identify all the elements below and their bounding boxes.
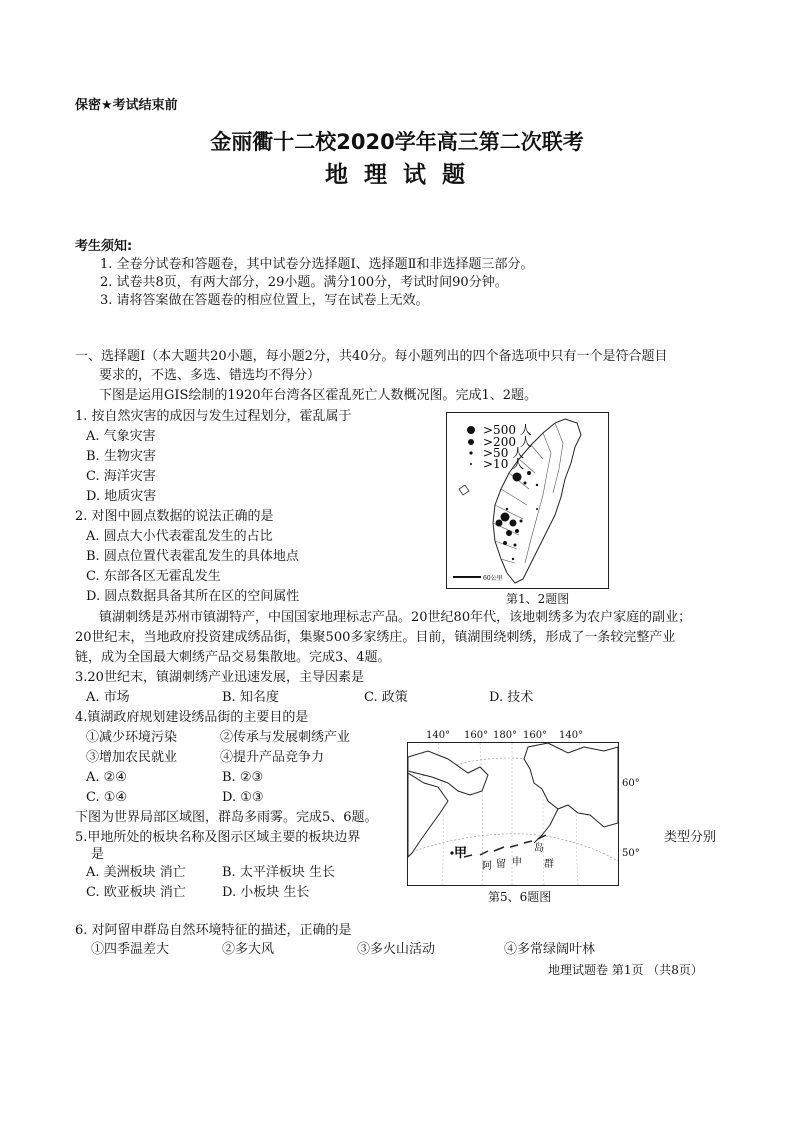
- choice-item: ①减少环境污染: [86, 730, 178, 745]
- option: D. ①③: [222, 790, 264, 805]
- question-stem: 1. 按自然灾害的成因与发生过程划分，霍乱属于: [75, 409, 352, 424]
- choice-item: ②多大风: [222, 942, 275, 957]
- exam-subtitle: 地 理 试 题: [324, 162, 470, 188]
- legend-dot-50: [469, 451, 472, 454]
- island-label: 留: [496, 859, 506, 870]
- passage-text: 链，成为全国最大刺绣产品交易集散地。完成3、4题。: [75, 650, 391, 665]
- option: A. 市场: [86, 690, 130, 705]
- option: C. ①④: [86, 790, 128, 805]
- option: B. 生物灾害: [86, 449, 156, 464]
- scale-label: 60公里: [483, 575, 503, 582]
- question-stem-cont: 是: [91, 847, 105, 862]
- exam-title: 金丽衢十二校2020学年高三第二次联考: [210, 130, 584, 154]
- section-heading: 一、选择题Ⅰ（本大题共20小题，每小题2分，共40分。每小题列出的四个备选项中只有一个是符合题目: [75, 349, 668, 364]
- option: A. ②④: [86, 770, 127, 785]
- legend-label: >200 人: [483, 435, 532, 449]
- passage-text: 镇湖刺绣是苏州市镇湖特产，中国国家地理标志产品。20世纪80年代，该地刺绣多为农户家庭的副业；: [99, 610, 692, 625]
- option: A. 气象灾害: [86, 429, 156, 444]
- legend-dot-10: [470, 463, 472, 465]
- map1-caption: 第1、2题图: [506, 592, 570, 606]
- lat-label: 50°: [622, 848, 640, 859]
- question-stem-cont: 类型分别: [664, 830, 717, 845]
- option: B. 圆点位置代表霍乱发生的具体地点: [86, 549, 299, 564]
- legend-label: >500 人: [483, 423, 532, 437]
- lat-label: 60°: [622, 778, 640, 789]
- aleutian-region-map: [407, 742, 619, 886]
- option: C. 海洋灾害: [86, 469, 156, 484]
- page-footer: 地理试题卷 第1页 （共8页）: [548, 963, 703, 977]
- section-heading-cont: 要求的，不选、多选、错选均不得分）: [99, 368, 321, 383]
- notice-heading: 考生须知:: [75, 239, 133, 254]
- place-label-jia: 甲: [454, 846, 468, 861]
- option: D. 地质灾害: [86, 489, 157, 504]
- legend-dot-500: [467, 426, 475, 434]
- lon-label: 160°: [523, 730, 548, 741]
- option: A. 美洲板块 消亡: [86, 865, 186, 880]
- option: B. 知名度: [222, 690, 279, 705]
- island-label: 群: [544, 859, 554, 870]
- intro-text: 下图为世界局部区域图，群岛多雨雾。完成5、6题。: [75, 810, 378, 825]
- island-label: 阿: [482, 861, 492, 872]
- option: B. 太平洋板块 生长: [222, 865, 335, 880]
- map2-caption: 第5、6题图: [488, 890, 552, 904]
- option: D. 圆点数据具备其所在区的空间属性: [86, 589, 300, 604]
- island-label: 申: [512, 857, 522, 868]
- choice-item: ①四季温差大: [91, 942, 170, 957]
- choice-item: ④提升产品竞争力: [220, 750, 325, 765]
- notice-item: 2. 试卷共8页，有两大部分，29小题。满分100分，考试时间90分钟。: [100, 275, 508, 290]
- question-stem: 5.甲地所处的板块名称及图示区域主要的板块边界: [75, 830, 361, 845]
- notice-item: 1. 全卷分试卷和答题卷，其中试卷分选择题Ⅰ、选择题Ⅱ和非选择题三部分。: [100, 257, 534, 272]
- lon-label: 140°: [426, 730, 451, 741]
- legend-label: >10 人: [483, 457, 525, 471]
- intro-text: 下图是运用GIS绘制的1920年台湾各区霍乱死亡人数概况图。完成1、2题。: [99, 388, 538, 403]
- question-stem: 3.20世纪末，镇湖刺绣产业迅速发展，主导因素是: [75, 670, 364, 685]
- lon-label: 180°: [493, 730, 518, 741]
- question-stem: 4.镇湖政府规划建设绣品街的主要目的是: [75, 710, 309, 725]
- choice-item: ④多常绿阔叶林: [504, 942, 596, 957]
- legend-dot-200: [468, 439, 474, 445]
- question-stem: 2. 对图中圆点数据的说法正确的是: [75, 509, 274, 524]
- lon-label: 160°: [464, 730, 489, 741]
- option: C. 欧亚板块 消亡: [86, 885, 186, 900]
- legend-label: >50 人: [483, 446, 525, 460]
- option: C. 政策: [364, 690, 408, 705]
- island-label: 岛: [534, 843, 544, 854]
- notice-item: 3. 请将答案做在答题卷的相应位置上，写在试卷上无效。: [100, 293, 429, 308]
- option: B. ②③: [222, 770, 264, 785]
- choice-item: ③多火山活动: [357, 942, 436, 957]
- option: D. 技术: [489, 690, 534, 705]
- option: D. 小板块 生长: [222, 885, 310, 900]
- confidential-mark: 保密★考试结束前: [75, 98, 178, 113]
- choice-item: ③增加农民就业: [86, 750, 178, 765]
- choice-item: ②传承与发展刺绣产业: [220, 730, 351, 745]
- question-stem: 6. 对阿留申群岛自然环境特征的描述，正确的是: [75, 923, 352, 938]
- passage-text: 20世纪末，当地政府投资建成绣品街，集聚500多家绣庄。目前，镇湖围绕刺绣，形成了一条较完整产业: [75, 630, 676, 645]
- taiwan-cholera-map: [446, 412, 609, 589]
- option: A. 圆点大小代表霍乱发生的占比: [86, 529, 273, 544]
- lon-label: 140°: [559, 730, 584, 741]
- option: C. 东部各区无霍乱发生: [86, 569, 221, 584]
